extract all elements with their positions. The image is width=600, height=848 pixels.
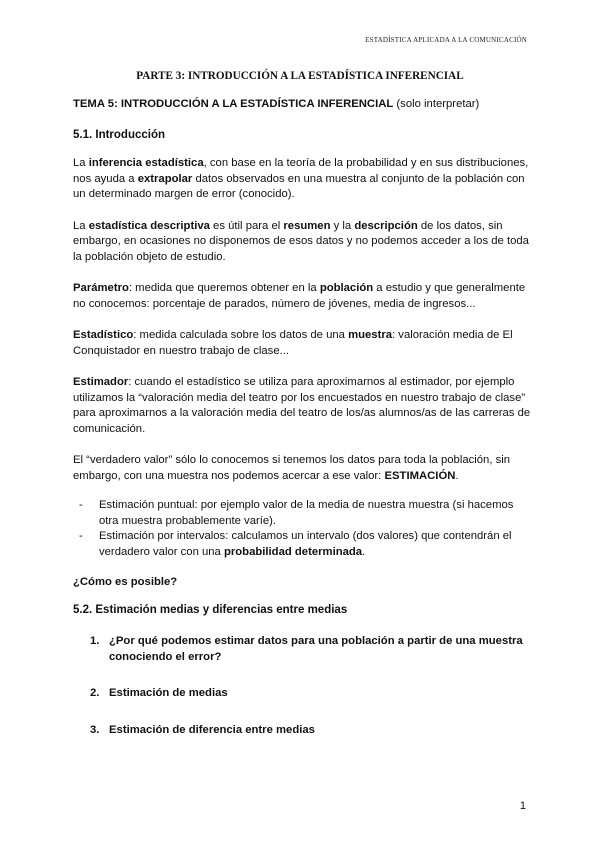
text: a estudio y que generalmente no conocemos: porcentaje de parados, número de jóvenes, media de ingresos... bbox=[73, 282, 526, 310]
question-heading: ¿Cómo es posible? bbox=[73, 576, 178, 588]
text: La bbox=[73, 219, 89, 232]
list-number: 3. bbox=[90, 723, 100, 736]
bold-term: Estimador bbox=[73, 376, 129, 388]
bold-term: Estadístico bbox=[73, 329, 134, 341]
list-item bbox=[73, 723, 531, 739]
list-item bbox=[73, 686, 531, 702]
bold-term: Parámetro bbox=[73, 282, 129, 294]
list-item-text: ¿Por qué podemos estimar datos para una población a partir de una muestra conociendo el error? bbox=[109, 635, 523, 663]
paragraph-parameter bbox=[73, 281, 531, 312]
text: de los datos, sin embargo, en ocasiones no disponemos de esos datos y no podemos acceder a los de toda la población objeto de estudio. bbox=[73, 219, 529, 263]
bold-term: ESTIMACIÓN bbox=[384, 469, 456, 482]
bold-term: población bbox=[319, 282, 374, 294]
text: Estimación por intervalos: calculamos un intervalo (dos valores) que contendrán el verdadero valor con una bbox=[99, 530, 512, 558]
paragraph-descriptive bbox=[73, 219, 531, 266]
text: La bbox=[73, 157, 89, 169]
text: es útil para el bbox=[209, 219, 284, 232]
bold-term: resumen bbox=[283, 219, 331, 232]
paragraph-statistic bbox=[73, 328, 531, 359]
list-number: 1. bbox=[90, 635, 100, 647]
text: . bbox=[455, 469, 459, 482]
list-item bbox=[73, 634, 531, 665]
topic-title: TEMA 5: INTRODUCCIÓN A LA ESTADÍSTICA INFERENCIAL bbox=[73, 98, 394, 110]
bold-term: inferencia estadística bbox=[88, 157, 204, 169]
bold-term: probabilidad determinada bbox=[223, 545, 363, 558]
section-heading-intro: 5.1. Introducción bbox=[73, 129, 166, 141]
section-heading-estimation: 5.2. Estimación medias y diferencias entre medias bbox=[73, 604, 348, 616]
estimation-types-list bbox=[73, 498, 531, 560]
text: datos observados en una muestra al conjunto de la población con un determinado margen de error (conocido). bbox=[73, 172, 525, 200]
list-item-text: Estimación de diferencia entre medias bbox=[109, 723, 315, 736]
list-item-text: Estimación de medias bbox=[109, 687, 228, 699]
paragraph-estimator bbox=[73, 375, 531, 437]
topic-note: (solo interpretar) bbox=[393, 98, 480, 110]
bold-term: estadística descriptiva bbox=[88, 219, 210, 232]
list-number: 2. bbox=[90, 687, 100, 699]
numbered-list bbox=[73, 634, 531, 738]
page-number: 1 bbox=[519, 800, 526, 812]
document-body bbox=[73, 98, 531, 759]
text: : valoración media de El Conquistador en nuestro trabajo de clase... bbox=[73, 329, 513, 357]
text: , con base en la teoría de la probabilidad y en sus distribuciones, nos ayuda a bbox=[73, 157, 529, 185]
text: . bbox=[362, 545, 366, 558]
paragraph-true-value bbox=[73, 453, 531, 484]
bold-term: muestra bbox=[348, 329, 393, 341]
text: : medida que queremos obtener en la bbox=[128, 282, 320, 294]
text: El “verdadero valor” sólo lo conocemos si tenemos los datos para toda la población, sin embargo, con una muestra nos podemos acercar a ese valor: bbox=[73, 454, 511, 482]
text: y la bbox=[330, 219, 355, 232]
part-title: PARTE 3: INTRODUCCIÓN A LA ESTADÍSTICA INFERENCIAL bbox=[136, 70, 464, 82]
topic-heading bbox=[73, 98, 531, 110]
bold-term: descripción bbox=[354, 219, 418, 232]
bold-term: extrapolar bbox=[137, 172, 193, 185]
running-header: ESTADÍSTICA APLICADA A LA COMUNICACIÓN bbox=[365, 36, 527, 44]
text: : cuando el estadístico se utiliza para aproximarnos al estimador, por ejemplo utilizamos la “valoración media del teatro por los encuestados en nuestro trabajo de clase” para aproximarnos a la valoración media del teatro de los/as alumnos/as de las carreras de comunicación. bbox=[73, 376, 531, 435]
list-item bbox=[73, 529, 531, 560]
text: : medida calculada sobre los datos de una bbox=[133, 329, 349, 341]
paragraph-inference bbox=[73, 156, 531, 203]
list-item: - Estimación puntual: por ejemplo valor de la media de nuestra muestra (si hacemos otra muestra probablemente varíe). bbox=[73, 498, 531, 529]
